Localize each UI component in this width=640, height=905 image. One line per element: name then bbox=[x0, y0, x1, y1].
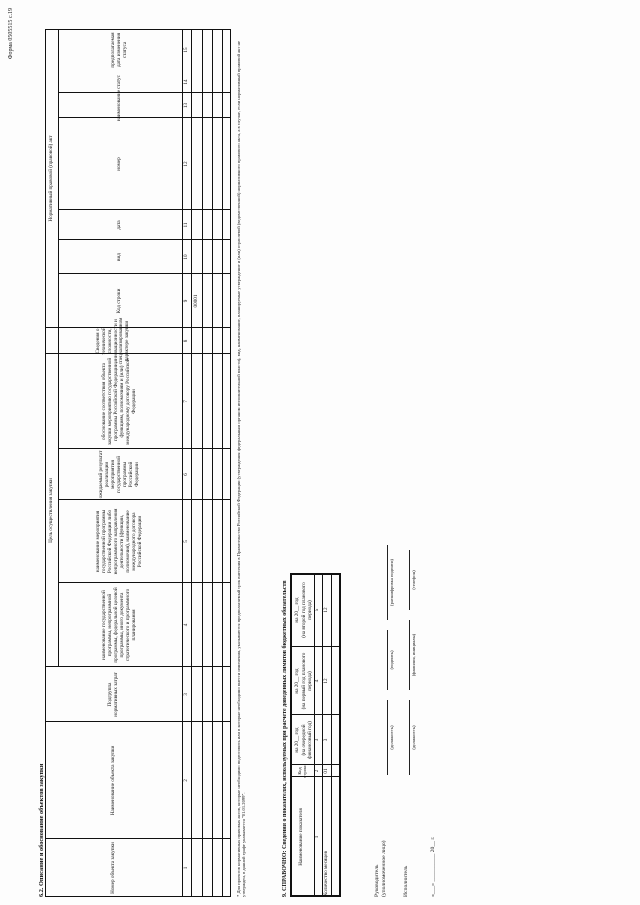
col-header-number: номер bbox=[116, 157, 123, 171]
col-header-name: наименование bbox=[116, 89, 123, 122]
executor-label: Исполнитель bbox=[403, 865, 409, 897]
exec-position-caption: (должность) bbox=[411, 725, 416, 750]
row-code-cell[interactable]: 00001 bbox=[192, 294, 199, 308]
ref9-row-code: 01 bbox=[322, 768, 329, 774]
col-number: 14 bbox=[182, 79, 189, 85]
exec-phone-line[interactable] bbox=[409, 550, 410, 610]
head-name-line[interactable] bbox=[387, 545, 388, 620]
form-reference: Форма 0505515 с.19 bbox=[8, 8, 14, 60]
col-header-object-name: Наименование объекта закупки bbox=[109, 745, 116, 816]
col-number: 6 bbox=[182, 473, 189, 476]
col-number: 11 bbox=[182, 222, 189, 228]
ref9-title: 9. СПРАВОЧНО: Сведения о показателях, используемых при расчете доведенных лимитов бюджетных обязательств bbox=[282, 580, 288, 897]
col-number: 8 bbox=[182, 339, 189, 343]
signature-date[interactable]: «___» __________ 20__ г. bbox=[430, 836, 436, 897]
ref9-num: 4 bbox=[314, 679, 321, 683]
exec-phone-caption: (телефон) bbox=[411, 570, 416, 590]
ref9-year2-top: на 20__ год bbox=[294, 668, 301, 694]
head-label-sub: (уполномоченное лицо) bbox=[381, 840, 387, 897]
ref9-col-code: Код строки bbox=[296, 764, 307, 778]
head-position-caption: (должность) bbox=[389, 725, 394, 750]
col-number: 3 bbox=[182, 693, 189, 696]
col-header-program-name: наименование государственной программы, непрограммной программы, федеральной целевой программы, иного документа стратегического и программного планирования bbox=[101, 587, 137, 663]
head-signature-caption: (подпись) bbox=[389, 650, 394, 670]
ref9-num: 2 bbox=[314, 769, 321, 773]
exec-fio-caption: (фамилия, инициалы) bbox=[411, 633, 416, 677]
ref9-row-value-1[interactable]: 3 bbox=[322, 738, 329, 742]
col-header-cost-subgroup: Подгруппа нормативных затрат bbox=[106, 672, 119, 717]
header-npa-group: Нормативный правовой (правовой) акт bbox=[47, 135, 54, 222]
col-number: 15 bbox=[182, 47, 189, 53]
col-number: 10 bbox=[182, 254, 189, 260]
col-number: 1 bbox=[182, 866, 189, 870]
col-number: 2 bbox=[182, 779, 189, 782]
col-header-status-change-date: предполагаемая дата изменения статуса bbox=[110, 32, 128, 68]
ref9-row-value-3[interactable]: 12 bbox=[322, 607, 329, 613]
exec-position-line[interactable] bbox=[409, 700, 410, 775]
col-number: 13 bbox=[182, 102, 189, 109]
head-signature-line[interactable] bbox=[387, 630, 388, 690]
col-header-status: статус bbox=[116, 75, 123, 89]
head-position-line[interactable] bbox=[387, 700, 388, 775]
col-number: 5 bbox=[182, 540, 189, 543]
ref9-num: 1 bbox=[314, 835, 321, 839]
col-header-justification: обоснование соответствия объекта закупки мероприятию государственной программы Российской Федерации, функциям, полномочиям и (или) международному договору Российской Федерации bbox=[101, 357, 137, 446]
ref9-year3-top: на 20__ год bbox=[294, 597, 301, 623]
section-title: 6.2. Описание и обоснование объектов закупки bbox=[38, 763, 45, 897]
ref9-year2-bottom: (на первый год планового периода) bbox=[301, 652, 313, 710]
header-purpose-group: Цель осуществления закупки bbox=[47, 478, 54, 543]
ref9-num: 5 bbox=[314, 608, 321, 612]
exec-fio-line[interactable] bbox=[409, 620, 410, 690]
ref9-col-name: Наименование показателя bbox=[298, 808, 305, 866]
col-header-measure-name: наименование мероприятия государственной программы Российской Федерации либо непрограммного направления деятельности (функции, полномочия), наименование международного договора Российской Федерации bbox=[95, 508, 143, 575]
ref9-year1-bottom: (на очередной финансовый год) bbox=[301, 721, 313, 759]
col-header-row-code: Код строки bbox=[116, 288, 123, 314]
head-label: Руководитель bbox=[374, 864, 380, 897]
col-number: 9 bbox=[182, 299, 189, 303]
col-number: 12 bbox=[182, 161, 189, 167]
col-header-type: вид bbox=[116, 253, 123, 261]
col-number: 4 bbox=[182, 623, 189, 627]
col-header-expected-result: ожидаемый результат реализации мероприятия государственной программы Российской Федерации bbox=[98, 450, 140, 499]
ref9-row-value-2[interactable]: 12 bbox=[322, 678, 329, 684]
col-header-date: дата bbox=[116, 220, 123, 230]
col-header-complexity: Сведения о технической сложности, инновационности и специализированном характере закупки bbox=[94, 317, 131, 365]
col-header-object-number: Номер объекта закупки bbox=[109, 842, 116, 894]
ref9-num: 3 bbox=[314, 738, 321, 742]
head-name-caption: (расшифровка подписи) bbox=[389, 559, 394, 606]
ref9-row-label: Количество месяцев bbox=[322, 851, 329, 896]
col-number: 7 bbox=[182, 400, 189, 403]
footnote: * Для проектов нормативных правовых актов, которые необходимо подготовить или в которые необходимо внести изменения, указываются предполагаемый срок внесения в Правительство Российской Федерации (утверждения федеральным органом исполнительной власти), вид, наименование, планируемые утверждение и (или) отраслевой (ведомственной) нормативного правового акта, а в случае, если нормативный правовой акт не утвержден, в данной графе указывается "01.01.2099". bbox=[236, 41, 247, 897]
ref9-year1-top: на 20__ год bbox=[294, 727, 301, 753]
ref9-year3-bottom: (на второй год планового периода) bbox=[301, 582, 313, 638]
